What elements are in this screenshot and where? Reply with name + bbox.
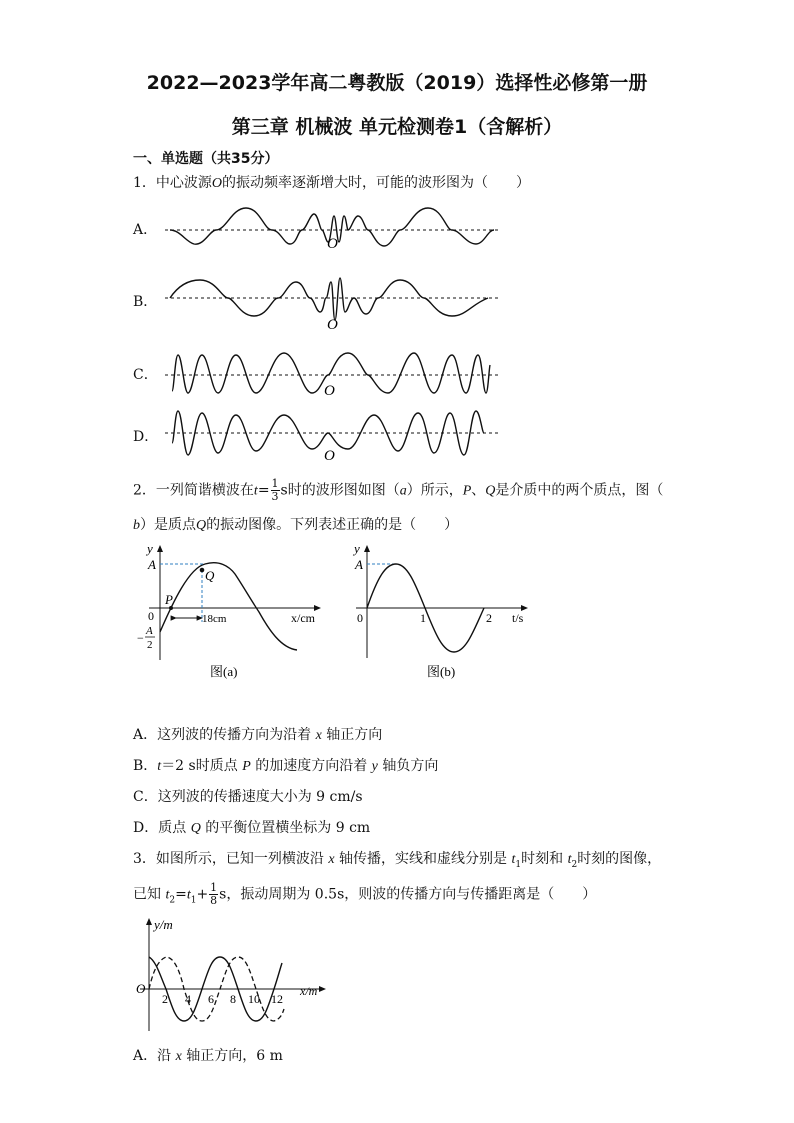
- q3-line2-t2: t: [165, 887, 170, 903]
- q2a-zero: 0: [148, 609, 154, 623]
- q3-stem-line2: [133, 882, 596, 907]
- q3-tick-2: 2: [162, 992, 168, 1006]
- q2a-minus: −: [137, 631, 144, 645]
- q3-line2-b: s，振动周期为 0.5s，则波的传播方向与传播距离是（ ）: [219, 886, 597, 903]
- section-heading: 一、单选题（共35分）: [133, 151, 279, 167]
- q2-stem-line2: [133, 514, 458, 534]
- q2-option-c: C．这列波的传播速度大小为 9 cm/s: [133, 789, 363, 805]
- q2-var-t: t: [253, 483, 258, 499]
- q1-wave-c-origin: O: [324, 383, 335, 399]
- q2-text-b: s时的波形图如图（: [280, 482, 400, 499]
- q3-tick-10: 10: [248, 992, 260, 1006]
- q2-figure-b: [342, 540, 542, 685]
- q2-fraction: [271, 478, 280, 503]
- q2-opt-b-pre: B．: [133, 758, 158, 774]
- q2a-point-q: Q: [205, 568, 215, 583]
- q2-opt-b-var-t: t: [157, 759, 162, 774]
- q3-opt-a-var: x: [175, 1049, 182, 1064]
- q2-frac-den: 3: [271, 490, 279, 503]
- q3-line2-sub1: 1: [190, 895, 197, 906]
- q3-tick-4: 4: [185, 992, 191, 1006]
- q2-opt-b-var-y: y: [371, 759, 378, 774]
- q1-option-b-label: B．: [133, 294, 158, 310]
- q3-var-x: x: [328, 852, 335, 867]
- q2-text-c: ）所示，: [406, 482, 463, 499]
- q2-option-b: [133, 755, 438, 775]
- q2-line2-var-q: Q: [196, 518, 207, 533]
- q2-option-a: [133, 724, 382, 744]
- q2b-tick-1: 1: [420, 611, 426, 625]
- q2b-a-label: A: [355, 557, 363, 572]
- q3-var-t2: t: [567, 852, 572, 867]
- q2-var-q: Q: [485, 483, 496, 499]
- q2-opt-b-var-p: P: [242, 759, 251, 774]
- q1-wave-c: [160, 345, 510, 400]
- q3-tick-12: 12: [271, 992, 283, 1006]
- q1-wave-a: [160, 200, 510, 255]
- q2-line2-a: ）是质点: [140, 517, 196, 533]
- q3-line2-a: 已知: [133, 886, 166, 903]
- q2b-tick-2: 2: [486, 611, 492, 625]
- q1-wave-b: [160, 272, 510, 332]
- q3-option-a: [133, 1045, 283, 1065]
- q1-wave-d-origin: O: [324, 448, 335, 464]
- q2-var-p: P: [462, 483, 472, 499]
- q2-eq: =: [257, 482, 270, 499]
- doc-title-line1: 2022—2023学年高二粤教版（2019）选择性必修第一册: [146, 72, 648, 94]
- q2-option-d: [133, 817, 370, 837]
- q2-text-e: 是介质中的两个质点，图（: [495, 482, 664, 499]
- q2-text-d: 、: [471, 482, 486, 499]
- q1-stem-text-a: 1．中心波源: [133, 175, 212, 191]
- q3-stem-line1: [133, 848, 661, 870]
- q3-line2-sub2: 2: [169, 895, 176, 906]
- q1-option-d-label: D．: [133, 429, 159, 445]
- q2a-point-p: P: [165, 592, 173, 607]
- q3-line2-t1: t: [186, 887, 191, 903]
- q3-fraction: [209, 882, 218, 907]
- q2a-half-num: A: [146, 625, 153, 637]
- q3-text-c: 时刻和: [521, 851, 568, 867]
- q3-sub1: 1: [515, 859, 522, 870]
- q1-var-o: O: [211, 176, 223, 191]
- q2a-caption: 图(a): [210, 664, 238, 679]
- q2-opt-b-mid: ＝2 s时质点: [161, 758, 243, 774]
- q1-option-a-label: A．: [133, 222, 158, 238]
- q3-text-d: 时刻的图像，: [577, 851, 662, 867]
- q3-y-label: y/m: [154, 917, 173, 932]
- q2-opt-a-var: x: [315, 728, 322, 743]
- q2-opt-d-post: 的平衡位置横坐标为 9 cm: [200, 820, 371, 836]
- q2-opt-b-post: 轴负方向: [377, 758, 439, 774]
- doc-title-line2: 第三章 机械波 单元检测卷1（含解析）: [231, 116, 563, 138]
- q3-frac-num: 1: [210, 881, 218, 894]
- q3-frac-den: 8: [210, 894, 218, 907]
- q2a-distance: 18cm: [202, 613, 227, 625]
- q2-opt-d-var: Q: [190, 821, 201, 836]
- q3-tick-8: 8: [230, 992, 236, 1006]
- q3-sub2: 2: [571, 859, 578, 870]
- q2-line2-c: 的振动图像。下列表述正确的是（ ）: [206, 517, 459, 533]
- q3-opt-a-pre: A．沿: [133, 1048, 176, 1064]
- q2a-x-label: x/cm: [291, 611, 315, 625]
- q2-var-b: b: [133, 518, 140, 533]
- q3-x-label: x/m: [300, 984, 318, 998]
- q2-opt-a-pre: A．这列波的传播方向为沿着: [133, 727, 316, 743]
- q3-text-b: 轴传播，实线和虚线分别是: [334, 851, 512, 867]
- q2b-t-label: t/s: [512, 611, 524, 625]
- q1-option-c-label: C．: [133, 367, 158, 383]
- q3-text-a: 3．如图所示，已知一列横波沿: [133, 851, 329, 867]
- q2-opt-d-pre: D．质点: [133, 820, 191, 836]
- q3-line2-plus: +: [196, 886, 209, 903]
- q2-opt-b-mid2: 的加速度方向沿着: [250, 758, 372, 774]
- q1-stem: [133, 172, 530, 192]
- q2a-y-label: y: [147, 541, 153, 556]
- q2-var-a: a: [399, 483, 407, 499]
- q2a-a-label: A: [148, 557, 156, 572]
- q3-figure: [130, 915, 340, 1035]
- q2-figure-a: [135, 540, 335, 685]
- q3-var-t1: t: [511, 852, 516, 867]
- q2-opt-a-post: 轴正方向: [321, 727, 383, 743]
- q3-origin: O: [136, 981, 146, 996]
- q2b-y-label: y: [354, 541, 360, 556]
- q3-line2-eq: =: [175, 886, 187, 903]
- q2b-caption: 图(b): [427, 664, 456, 679]
- q2-frac-num: 1: [271, 477, 279, 490]
- q2-text-a: 2．一列简谐横波在: [133, 482, 254, 499]
- q1-wave-b-origin: O: [327, 317, 338, 332]
- q2-stem-line1: [133, 478, 663, 503]
- q3-opt-a-post: 轴正方向，6 m: [181, 1048, 283, 1064]
- q2a-half-den: 2: [147, 639, 153, 651]
- q1-wave-d: [160, 405, 510, 465]
- q1-wave-a-origin: O: [327, 236, 338, 252]
- q1-stem-text-b: 的振动频率逐渐增大时，可能的波形图为（ ）: [222, 175, 531, 191]
- q3-tick-6: 6: [208, 992, 214, 1006]
- q2b-zero: 0: [357, 611, 363, 625]
